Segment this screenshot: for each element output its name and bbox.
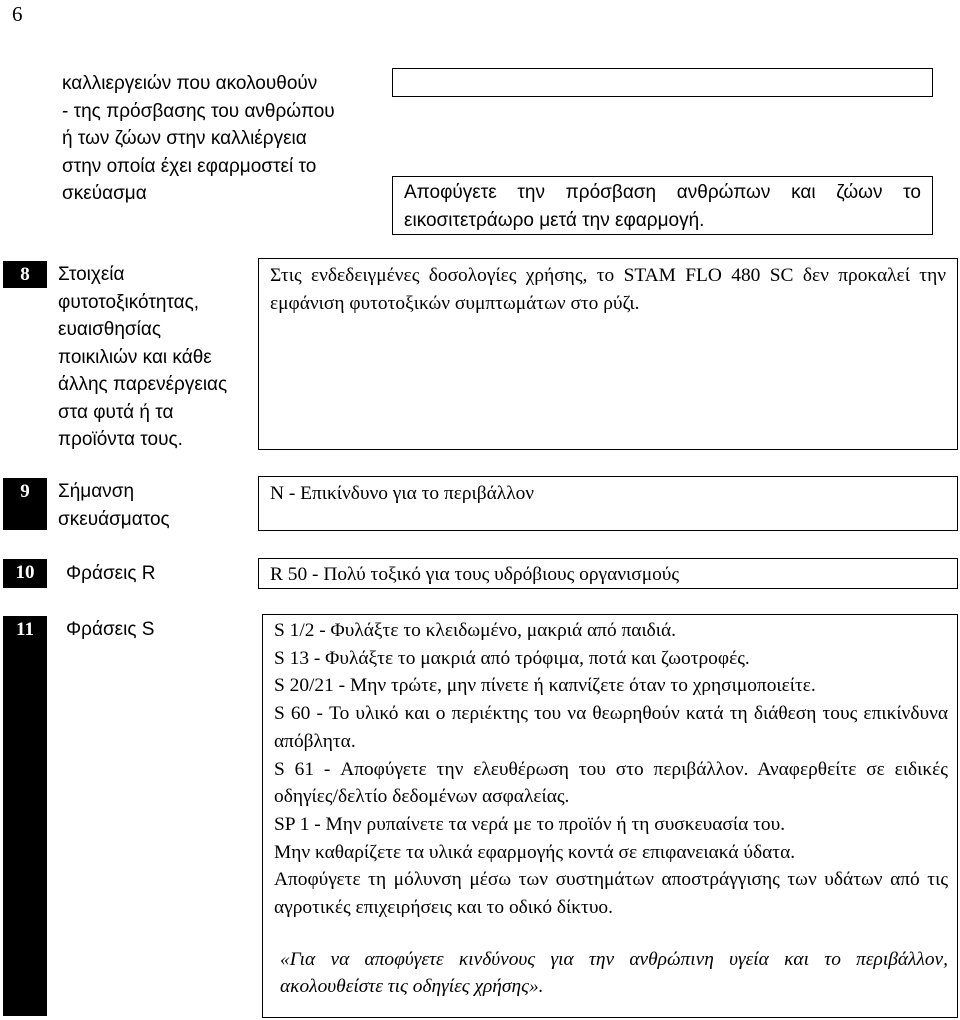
row-number-10: 10 (3, 559, 47, 588)
row11-content (262, 614, 958, 1018)
row-number-11-text: 11 (16, 619, 34, 640)
s-phrase: Αποφύγετε τη μόλυνση μέσω των συστημάτων αποστράγγισης των υδάτων από τις αγροτικές επιχειρήσεις και το οδικό δίκτυο. (274, 869, 948, 919)
row-number-8: 8 (3, 261, 47, 288)
s-phrase: SP 1 - Μην ρυπαίνετε τα νερά με το προϊόν ή τη συσκευασία του. (274, 813, 786, 835)
s-phrase: S 20/21 - Μην τρώτε, μην πίνετε ή καπνίζετε όταν το χρησιμοποιείτε. (274, 675, 816, 697)
row10-content: R 50 - Πολύ τοξικό για τους υδρόβιους οργανισμούς (258, 558, 958, 589)
continued-row-label (62, 70, 362, 208)
empty-content-box (392, 68, 933, 97)
label-line: προϊόντα τους. (58, 429, 183, 450)
s-phrase: S 61 - Αποφύγετε την ελευθέρωση του στο περιβάλλον. Αναφερθείτε σε ειδικές οδηγίες/δελτίο δεδομένων ασφαλείας. (274, 758, 948, 808)
label-line: ευαισθησίας (58, 319, 162, 340)
row10-label: Φράσεις R (66, 563, 156, 584)
page-number: 6 (12, 2, 23, 26)
label-line: ή των ζώων στην καλλιέργεια (62, 128, 307, 149)
label-line: άλλης παρενέργειας (58, 374, 228, 395)
label-line: σκευάσματος (58, 508, 170, 530)
label-line: στην οποία έχει εφαρμοστεί το (62, 155, 317, 177)
usage-note: «Για να αποφύγετε κινδύνους για την ανθρώπινη υγεία και το περιβάλλον, ακολουθείστε τις οδηγίες χρήσης». (280, 948, 948, 998)
label-line: καλλιεργειών που ακολουθούν (62, 73, 318, 94)
label-line: στα φυτά ή τα (58, 401, 174, 423)
row-number-11 (3, 616, 47, 1016)
s-phrase: S 1/2 - Φυλάξτε το κλειδωμένο, μακριά από παιδιά. (274, 620, 677, 641)
label-line: Στοιχεία (58, 264, 125, 285)
s-phrase: S 60 - Το υλικό και ο περιέκτης του να θεωρηθούν κατά τη διάθεση τους επικίνδυνα απόβλητα. (274, 703, 948, 752)
s-phrase: Μην καθαρίζετε τα υλικά εφαρμογής κοντά σε επιφανειακά ύδατα. (274, 841, 796, 863)
row-number-9 (3, 478, 47, 530)
row9-label (58, 478, 258, 533)
row8-content: Στις ενδεδειγμένες δοσολογίες χρήσης, το STAM FLO 480 SC δεν προκαλεί την εμφάνιση φυτοτοξικών συμπτωμάτων στο ρύζι. (258, 258, 958, 450)
continued-row-content: Αποφύγετε την πρόσβαση ανθρώπων και ζώων το εικοσιτετράωρο μετά την εφαρμογή. (392, 176, 933, 235)
label-line: φυτοτοξικότητας, (58, 291, 200, 313)
row8-label (58, 261, 258, 454)
row11-label: Φράσεις S (66, 619, 155, 640)
label-line: - της πρόσβασης του ανθρώπου (62, 100, 335, 122)
s-phrase: S 13 - Φυλάξτε το μακριά από τρόφιμα, ποτά και ζωοτροφές. (274, 647, 750, 669)
label-line: Σήμανση (58, 481, 135, 502)
label-line: σκεύασμα (62, 183, 147, 204)
label-line: ποικιλιών και κάθε (58, 346, 212, 368)
row9-content: N - Επικίνδυνο για το περιβάλλον (258, 476, 958, 531)
row-number-9-text: 9 (20, 481, 30, 502)
